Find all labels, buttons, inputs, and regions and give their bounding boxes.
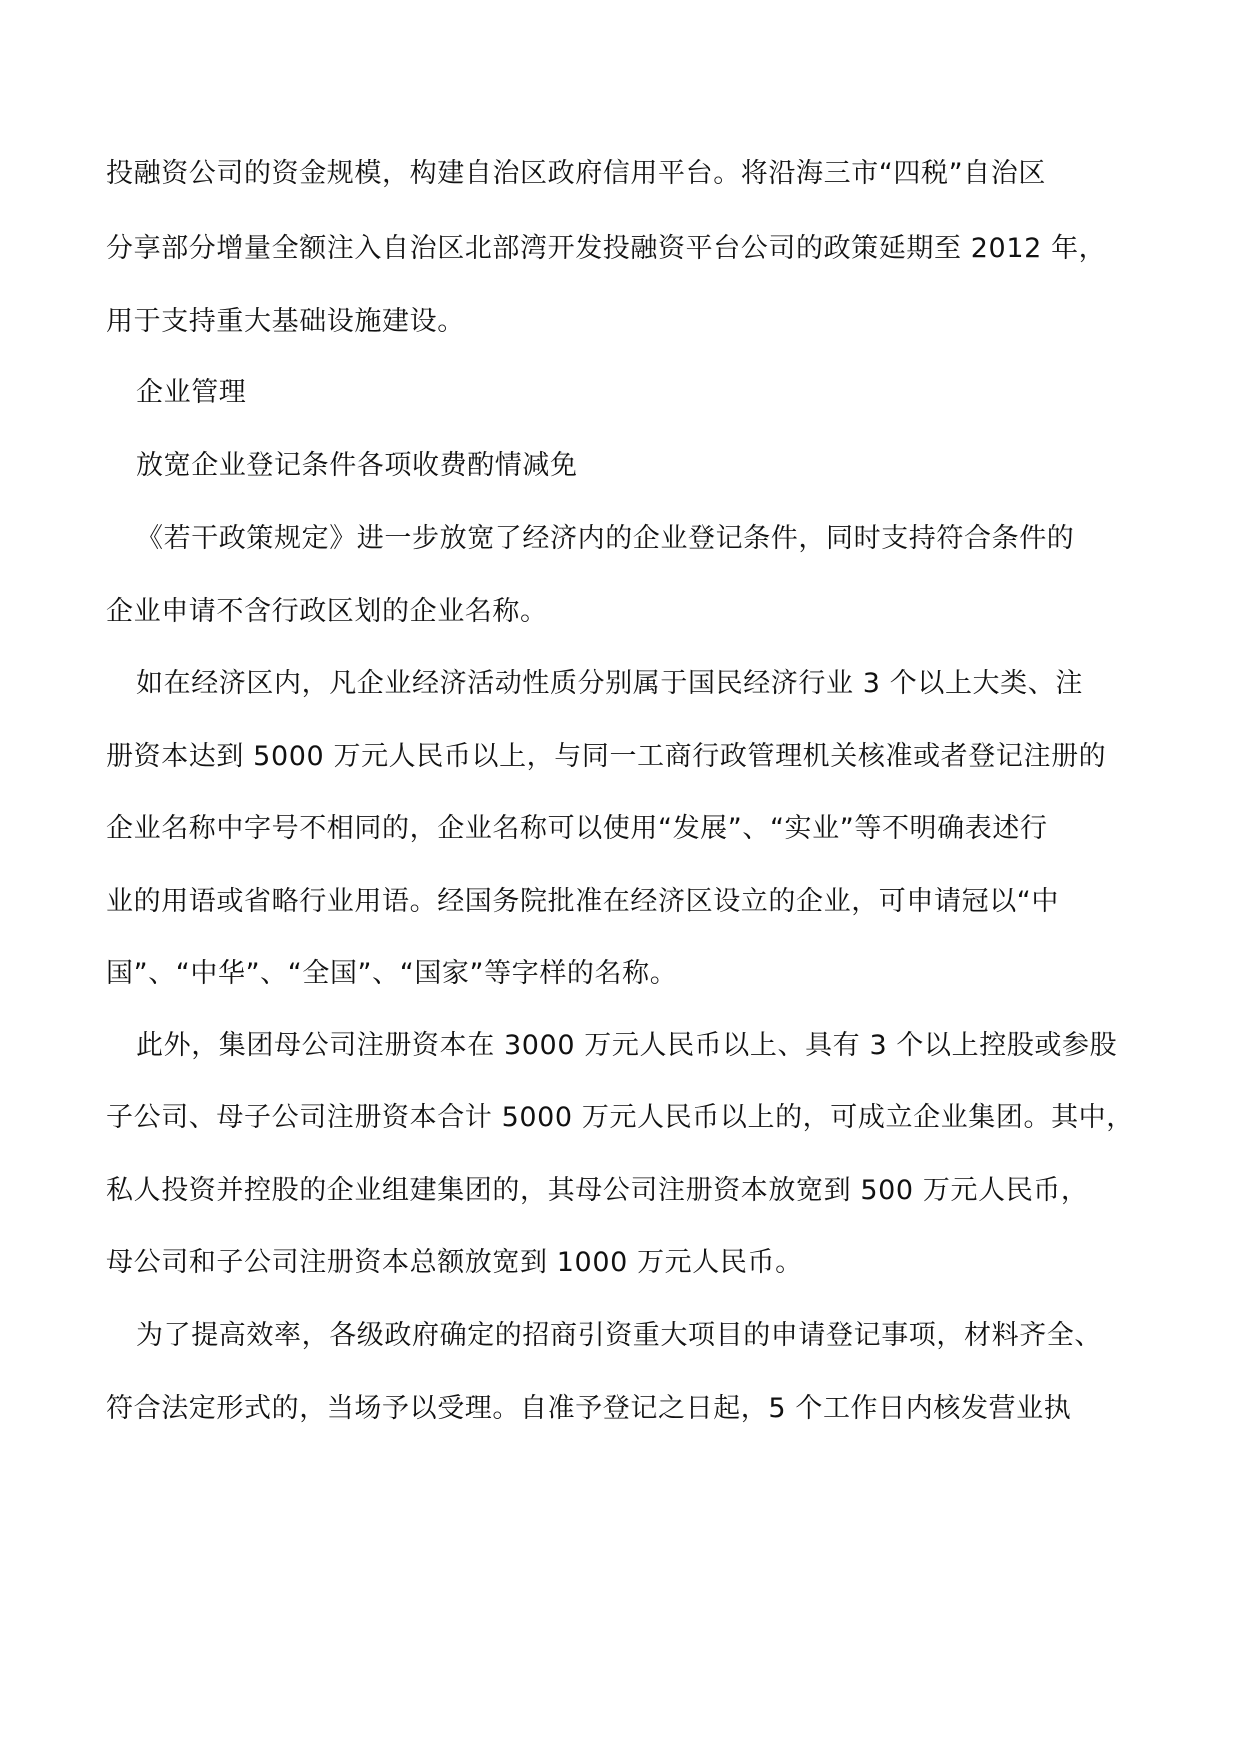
text-line: 子公司、母子公司注册资本合计 5000 万元人民币以上的，可成立企业集团。其中， <box>106 1102 1134 1133</box>
text-line: 业的用语或省略行业用语。经国务院批准在经济区设立的企业，可申请冠以“中 <box>106 886 1059 917</box>
text-line: 国”、“中华”、“全国”、“国家”等字样的名称。 <box>106 958 678 989</box>
text-line: 用于支持重大基础设施建设。 <box>106 306 465 337</box>
text-line: 投融资公司的资金规模，构建自治区政府信用平台。将沿海三市“四税”自治区 <box>106 158 1046 189</box>
text-line: 企业名称中字号不相同的，企业名称可以使用“发展”、“实业”等不明确表述行 <box>106 813 1048 844</box>
paragraph-start: 此外，集团母公司注册资本在 3000 万元人民币以上、具有 3 个以上控股或参股 <box>136 1030 1118 1061</box>
text-line: 分享部分增量全额注入自治区北部湾开发投融资平台公司的政策延期至 2012 年， <box>106 233 1107 264</box>
text-line: 私人投资并控股的企业组建集团的，其母公司注册资本放宽到 500 万元人民币， <box>106 1175 1089 1206</box>
text-line: 册资本达到 5000 万元人民币以上，与同一工商行政管理机关核准或者登记注册的 <box>106 741 1107 772</box>
subsection-heading: 放宽企业登记条件各项收费酌情减免 <box>136 450 578 481</box>
section-heading: 企业管理 <box>136 377 247 408</box>
paragraph-start: 为了提高效率，各级政府确定的招商引资重大项目的申请登记事项，材料齐全、 <box>136 1320 1102 1351</box>
text-line: 符合法定形式的，当场予以受理。自准予登记之日起，5 个工作日内核发营业执 <box>106 1393 1072 1424</box>
paragraph-start: 《若干政策规定》进一步放宽了经济内的企业登记条件，同时支持符合条件的 <box>136 523 1075 554</box>
text-line: 母公司和子公司注册资本总额放宽到 1000 万元人民币。 <box>106 1247 803 1278</box>
paragraph-start: 如在经济区内，凡企业经济活动性质分别属于国民经济行业 3 个以上大类、注 <box>136 668 1083 699</box>
text-line: 企业申请不含行政区划的企业名称。 <box>106 596 548 627</box>
